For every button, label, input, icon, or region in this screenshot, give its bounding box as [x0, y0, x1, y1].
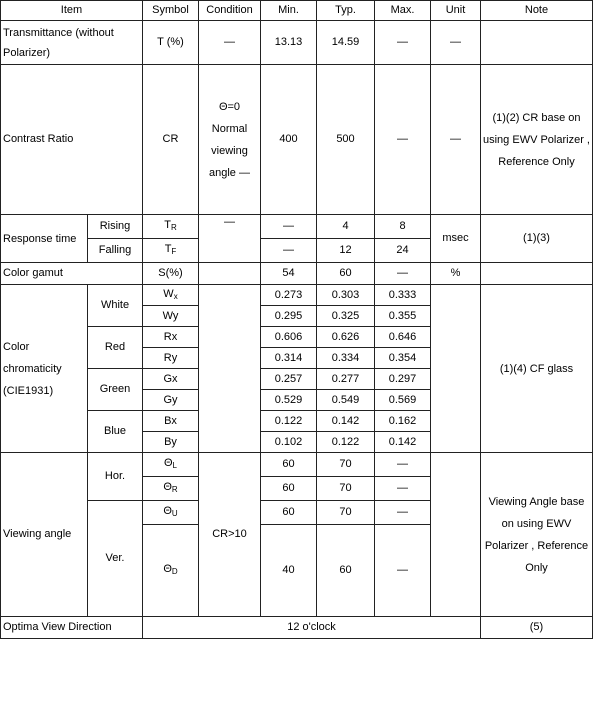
- optima-row: [1, 617, 593, 639]
- response-falling-symbol: $T_F$: [143, 239, 199, 263]
- header-item: Item: [1, 1, 143, 21]
- viewing-min: 60: [261, 501, 317, 525]
- transmittance-row: [1, 21, 593, 65]
- chroma-group-blue: Blue: [88, 411, 143, 453]
- contrast-symbol: CR: [143, 65, 199, 215]
- viewing-row: [1, 453, 593, 477]
- chroma-symbol: $W_x$: [143, 285, 199, 306]
- response-label: Response time: [1, 215, 88, 263]
- viewing-max: —: [375, 525, 431, 617]
- viewing-min: 40: [261, 525, 317, 617]
- chroma-max: 0.297: [375, 369, 431, 390]
- contrast-row: [1, 65, 593, 215]
- gamut-unit: %: [431, 263, 481, 285]
- chroma-symbol: Ry: [143, 348, 199, 369]
- viewing-hor: Hor.: [88, 453, 143, 501]
- chroma-min: 0.295: [261, 306, 317, 327]
- response-rising-label: Rising: [88, 215, 143, 239]
- viewing-condition: CR>10: [199, 453, 261, 617]
- chroma-min: 0.102: [261, 432, 317, 453]
- gamut-symbol: S(%): [143, 263, 199, 285]
- chroma-max: 0.646: [375, 327, 431, 348]
- viewing-max: —: [375, 501, 431, 525]
- chroma-max: 0.569: [375, 390, 431, 411]
- chroma-symbol: Gx: [143, 369, 199, 390]
- optima-value: 12 o'clock: [143, 617, 481, 639]
- contrast-min: 400: [261, 65, 317, 215]
- response-row-rising: [1, 215, 593, 239]
- contrast-typ: 500: [317, 65, 375, 215]
- chroma-typ: 0.325: [317, 306, 375, 327]
- viewing-typ: 70: [317, 453, 375, 477]
- header-note: Note: [481, 1, 593, 21]
- transmittance-unit: —: [431, 21, 481, 65]
- viewing-symbol: $\Theta_D$: [143, 525, 199, 617]
- transmittance-typ: 14.59: [317, 21, 375, 65]
- response-falling-min: —: [261, 239, 317, 263]
- chroma-typ: 0.277: [317, 369, 375, 390]
- transmittance-symbol: T (%): [143, 21, 199, 65]
- contrast-condition: Θ=0 Normal viewing angle —: [199, 65, 261, 215]
- chroma-unit: [431, 285, 481, 453]
- viewing-symbol: $\Theta_R$: [143, 477, 199, 501]
- chroma-typ: 0.142: [317, 411, 375, 432]
- optima-note: (5): [481, 617, 593, 639]
- gamut-min: 54: [261, 263, 317, 285]
- viewing-min: 60: [261, 453, 317, 477]
- chroma-max: 0.333: [375, 285, 431, 306]
- chroma-min: 0.122: [261, 411, 317, 432]
- contrast-label: Contrast Ratio: [1, 65, 143, 215]
- transmittance-label: Transmittance (without Polarizer): [1, 21, 143, 65]
- viewing-symbol: $\Theta_U$: [143, 501, 199, 525]
- chroma-group-green: Green: [88, 369, 143, 411]
- response-falling-label: Falling: [88, 239, 143, 263]
- response-note: (1)(3): [481, 215, 593, 263]
- chroma-symbol: Bx: [143, 411, 199, 432]
- header-symbol: Symbol: [143, 1, 199, 21]
- gamut-max: —: [375, 263, 431, 285]
- viewing-label: Viewing angle: [1, 453, 88, 617]
- chroma-min: 0.314: [261, 348, 317, 369]
- contrast-unit: —: [431, 65, 481, 215]
- contrast-max: —: [375, 65, 431, 215]
- chroma-group-red: Red: [88, 327, 143, 369]
- chroma-max: 0.355: [375, 306, 431, 327]
- chroma-typ: 0.334: [317, 348, 375, 369]
- transmittance-min: 13.13: [261, 21, 317, 65]
- chroma-min: 0.529: [261, 390, 317, 411]
- chroma-min: 0.257: [261, 369, 317, 390]
- chroma-min: 0.273: [261, 285, 317, 306]
- header-max: Max.: [375, 1, 431, 21]
- chroma-typ: 0.303: [317, 285, 375, 306]
- chroma-typ: 0.549: [317, 390, 375, 411]
- header-condition: Condition: [199, 1, 261, 21]
- chroma-symbol: Wy: [143, 306, 199, 327]
- response-rising-symbol: $T_R$: [143, 215, 199, 239]
- chroma-row: [1, 285, 593, 306]
- chroma-max: 0.354: [375, 348, 431, 369]
- chroma-label: Color chromaticity (CIE1931): [1, 285, 88, 453]
- viewing-min: 60: [261, 477, 317, 501]
- chroma-typ: 0.122: [317, 432, 375, 453]
- header-min: Min.: [261, 1, 317, 21]
- header-typ: Typ.: [317, 1, 375, 21]
- response-falling-typ: 12: [317, 239, 375, 263]
- chroma-symbol: By: [143, 432, 199, 453]
- viewing-ver: Ver.: [88, 501, 143, 617]
- contrast-note: (1)(2) CR base on using EWV Polarizer , Reference Only: [481, 65, 593, 215]
- chroma-note: (1)(4) CF glass: [481, 285, 593, 453]
- viewing-max: —: [375, 453, 431, 477]
- chroma-condition: [199, 285, 261, 453]
- chroma-group-white: White: [88, 285, 143, 327]
- gamut-row: [1, 263, 593, 285]
- chroma-max: 0.142: [375, 432, 431, 453]
- gamut-condition: [199, 263, 261, 285]
- gamut-note: [481, 263, 593, 285]
- transmittance-note: [481, 21, 593, 65]
- viewing-max: —: [375, 477, 431, 501]
- viewing-typ: 70: [317, 477, 375, 501]
- chroma-typ: 0.626: [317, 327, 375, 348]
- response-condition: —: [199, 215, 261, 263]
- viewing-unit: [431, 453, 481, 617]
- header-row: [1, 1, 593, 21]
- response-rising-min: —: [261, 215, 317, 239]
- optima-label: Optima View Direction: [1, 617, 143, 639]
- viewing-typ: 70: [317, 501, 375, 525]
- chroma-symbol: Rx: [143, 327, 199, 348]
- viewing-note: Viewing Angle base on using EWV Polarizer , Reference Only: [481, 453, 593, 617]
- header-unit: Unit: [431, 1, 481, 21]
- response-rising-typ: 4: [317, 215, 375, 239]
- chroma-symbol: Gy: [143, 390, 199, 411]
- chroma-min: 0.606: [261, 327, 317, 348]
- viewing-symbol: $\Theta_L$: [143, 453, 199, 477]
- chroma-max: 0.162: [375, 411, 431, 432]
- gamut-typ: 60: [317, 263, 375, 285]
- transmittance-condition: —: [199, 21, 261, 65]
- viewing-typ: 60: [317, 525, 375, 617]
- response-rising-max: 8: [375, 215, 431, 239]
- transmittance-max: —: [375, 21, 431, 65]
- response-falling-max: 24: [375, 239, 431, 263]
- response-unit: msec: [431, 215, 481, 263]
- gamut-label: Color gamut: [1, 263, 143, 285]
